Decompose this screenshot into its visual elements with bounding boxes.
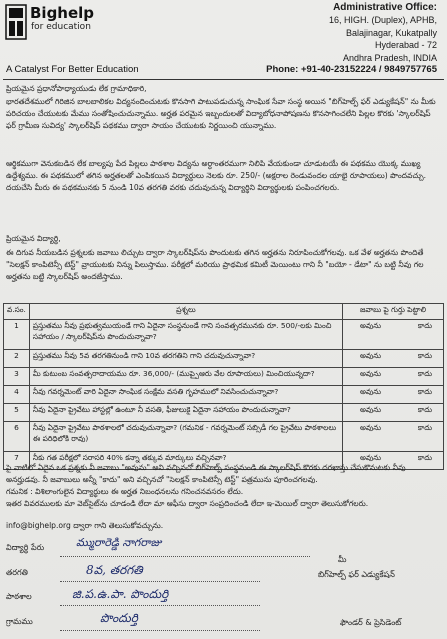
column-header: వ.సం. bbox=[4, 304, 30, 320]
signature-organisation: బిగ్‌హెల్ప్ ఫర్ ఎడ్యుకేషన్ bbox=[318, 570, 395, 579]
phone-number: Phone: +91-40-23152224 / 9849757765 bbox=[266, 64, 437, 75]
no-option[interactable]: కాదు bbox=[417, 369, 432, 378]
yes-option[interactable]: అవును bbox=[360, 369, 382, 378]
scheme-paragraph: ఆర్థికముగా వెనుకబడిన లేక బాల్యపు పేద పిల్లలు పాఠశాల విద్యను అర్ధాంతరముగా నిలిపి వేయకుండా చూడుటయే ఈ పథకము యొక్క ముఖ్య ఉద్దేశ్యము. ఈ పథకములో తగిన అర్హతలతో ఎంపికయిన విద్యార్థులు నెలకు రూ. 250/- (అక్షరాల రెండువందల యాభై రూపాయలు) పొందవచ్చు. దయచేసి మీరు ఈ పథకమునకు 5 నుండి 10వ తరగతి వరకు చదువుచున్న విద్యార్థిని విద్యార్థులకు పంపించగలరు. bbox=[6, 159, 426, 192]
table-header-row bbox=[4, 304, 444, 320]
bighelp-logo-icon bbox=[5, 4, 27, 40]
table-row bbox=[4, 404, 444, 422]
exemption-note: గమనిక : విశిలాంగులైన విద్యార్థులు ఈ అర్హత నిబంధనలను గనించనవసరం లేదు. bbox=[6, 487, 244, 496]
office-address bbox=[329, 2, 437, 64]
student-salutation: ప్రియమైన విద్యార్థి, bbox=[6, 234, 61, 243]
office-title: Administrative Office: bbox=[333, 2, 437, 13]
yes-option[interactable]: అవును bbox=[360, 387, 382, 396]
brand-subtitle: for education bbox=[31, 22, 91, 32]
row-number: 7 bbox=[4, 452, 30, 470]
question-text: నీవు ఏదైనా ప్రైవేటు హాస్టల్లో ఉంటూ నీ వసతి, ఫీజులుకై ఏదైనా సహాయం పొందుచున్నావా? bbox=[29, 404, 342, 422]
office-line: Balajinagar, Kukatpally bbox=[345, 27, 437, 38]
table-row bbox=[4, 320, 444, 350]
student-name-label: విద్యార్థి పేరు bbox=[6, 543, 45, 552]
question-text: నీవు ఏదైనా ప్రైవేటు పాఠశాలలో చదువుచున్నావా? (గమనిక - గవర్నమెంట్ సబ్సిడీ గల ప్రైవేటు పాఠశాలలు ఈ పరిధిలోకి రావు) bbox=[29, 422, 342, 452]
instructions-paragraph: ఈ దిగువ నీయబడిన ప్రశ్నలకు జవాబు లిచ్చుట ద్వారా స్కాలర్‌షిప్‌ను పొందుటకు తగిన అర్హతను నిరూపించుకోగలవు. ఒక వేళ అర్హతను పొందితే "సెలక్షన్ కాంపిటెన్సీ టెస్ట్" వ్రాయుటకు నిన్ను పిలుస్తాము. పరీక్షలో మరియు ప్రాథమిక కమిటీ మెయింటు గాని నీ "బయో - డేటా" ను బట్టి నీవు గల అర్హతను బట్టి స్కాలర్‌షిప్ అందజేస్తాము. bbox=[6, 248, 424, 281]
student-name-value[interactable]: మ్మురారెడ్డి నాగరాజు bbox=[76, 536, 162, 549]
header-divider bbox=[3, 79, 444, 80]
question-text: మీ కుటుంబ సంవత్సరాదాయము రూ. 36,000/- (ముప్పైఆరు వేల రూపాయలు) మించియున్నదా? bbox=[29, 368, 342, 386]
question-text: ప్రస్తుతము నీవు ప్రభుత్వముయండే గాని ఏదైనా సంస్థనుండే గాని సంవత్సరమునకు రూ. 500/-లకు మించి సహాయం / స్కాలర్‌షిప్‌ను పొందుచున్నావా? bbox=[29, 320, 342, 350]
office-line: Andhra Pradesh, INDIA bbox=[342, 52, 437, 63]
table-row bbox=[4, 368, 444, 386]
row-number: 5 bbox=[4, 404, 30, 422]
no-option[interactable]: కాదు bbox=[417, 351, 432, 360]
table-row bbox=[4, 422, 444, 452]
village-label: గ్రామము bbox=[6, 617, 33, 626]
no-option[interactable]: కాదు bbox=[417, 321, 432, 330]
no-option[interactable]: కాదు bbox=[417, 453, 432, 462]
row-number: 3 bbox=[4, 368, 30, 386]
office-line: Hyderabad - 72 bbox=[374, 40, 437, 51]
yes-option[interactable]: అవును bbox=[360, 321, 382, 330]
no-option[interactable]: కాదు bbox=[417, 423, 432, 432]
question-text: నీకు గత పరీక్షలో సరాసరి 40% కన్నా తక్కువ మార్కులు వచ్చినవా? bbox=[29, 452, 342, 470]
eligibility-table bbox=[3, 303, 444, 470]
question-text: ప్రస్తుతము నీవు 5వ తరగతినుండి గాని 10వ తరగతిని గాని చదువుచున్నావా? bbox=[29, 350, 342, 368]
school-value[interactable]: జి.ప.ఉ.పా. పొందుర్తి bbox=[72, 587, 169, 601]
school-line bbox=[60, 605, 260, 606]
eligibility-note: పై వాటిలో ఏదైన ఒక ప్రశ్నకు నీ జవాబు "అవును" అని వచ్చినచో బిగ్‌హెల్ప్ సంస్థనుండి ఈ స్కాలర్‌షిప్ కొరకు దరఖాస్తు చేసుకొనుటకు నీవు అనర్హుడవు. నీ జవాబులు అన్నీ "కాదు" అని వచ్చినచో "సెలక్షన్ కాంపిటెన్సీ టెస్ట్" పత్రమును పూరించగలవు. bbox=[6, 463, 406, 484]
column-header: జవాబు పై గుర్తు పెట్టాలి bbox=[343, 304, 444, 320]
yes-option[interactable]: అవును bbox=[360, 351, 382, 360]
closing-mee: మీ bbox=[338, 555, 347, 564]
row-number: 4 bbox=[4, 386, 30, 404]
table-row bbox=[4, 386, 444, 404]
row-number: 6 bbox=[4, 422, 30, 452]
yes-option[interactable]: అవును bbox=[360, 453, 382, 462]
column-header: ప్రశ్నలు bbox=[29, 304, 342, 320]
class-line bbox=[60, 581, 260, 582]
yes-option[interactable]: అవును bbox=[360, 405, 382, 414]
yes-option[interactable]: అవును bbox=[360, 423, 382, 432]
brand-name: Bighelp bbox=[30, 4, 95, 22]
intro-paragraph: భారతదేశములో గిరిజిన బాలబాలికల విద్యనందించుటకు కొనసాగి పాటుపడుచున్న సాంఘిక సేవా సంస్థ అయిన "బిగ్‌హెల్ప్ ఫర్ ఎడ్యుకేషన్" ను మీకు పరిచయం చేయుటకు మేము సంతోషించుచున్నాము. అర్హత పరమైన ఇబ్బందులతో విద్యాబోధనాపోషణను కొనసాగించలేని పిల్లల కొరకు 'స్కాలర్‌షిప్ ఫర్ గ్రామీణ సువిద్య' స్కాలర్‌షిప్ పథకము ద్వారా సాయం చేయుటకు నిర్ణయించి యున్నాము. bbox=[6, 97, 436, 130]
school-label: పాఠశాల bbox=[6, 592, 32, 601]
village-line bbox=[60, 630, 260, 631]
salutation: ప్రియమైన ప్రధానోపాధ్యాయుడు లేక గ్రామాధికారి, bbox=[6, 84, 147, 93]
contact-email: info@bighelp.org ద్వారా గాని తెలుసుకోవచ్చును. bbox=[6, 521, 164, 530]
class-label: తరగతి bbox=[6, 568, 28, 577]
question-text: నీవు గవర్నమెంట్ వారి ఏదైనా సాంఘిక సంక్షేమ వసతి గృహములో నివసించుచున్నావా? bbox=[29, 386, 342, 404]
class-value[interactable]: 8వ, తరగతి bbox=[86, 563, 143, 577]
village-value[interactable]: పొందుర్తి bbox=[100, 611, 138, 625]
row-number: 2 bbox=[4, 350, 30, 368]
signature-role: ఫౌండర్ & ప్రెసిడెంట్ bbox=[340, 618, 402, 627]
name-line bbox=[60, 556, 310, 557]
no-option[interactable]: కాదు bbox=[417, 387, 432, 396]
table-row bbox=[4, 350, 444, 368]
office-line: 16, HIGH. (Duplex), APHB, bbox=[328, 15, 437, 26]
tagline: A Catalyst For Better Education bbox=[6, 64, 139, 75]
contact-note: ఇతర వివరములకు మా వెబ్‌సైట్‌ను చూడండి లేదా మా ఆఫీసు ద్వారా సంప్రదించండి లేదా ఇ-మెయిల్ ద్వారా తెలుసుకోగలరు. bbox=[6, 499, 369, 508]
row-number: 1 bbox=[4, 320, 30, 350]
no-option[interactable]: కాదు bbox=[417, 405, 432, 414]
